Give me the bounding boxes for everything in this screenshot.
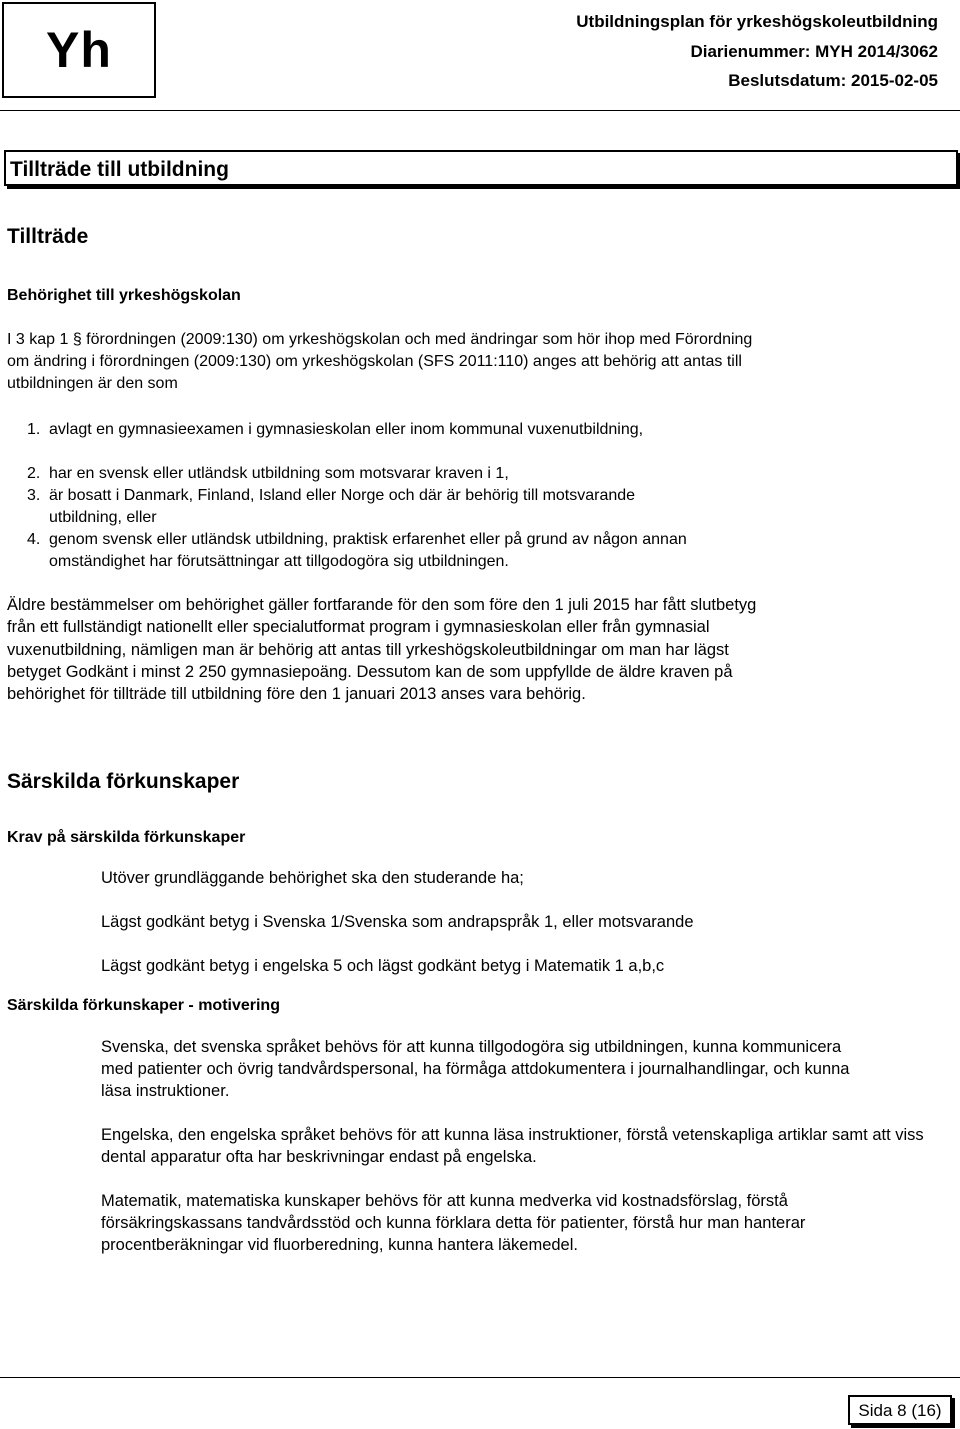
krav-intro: Utöver grundläggande behörighet ska den studerande ha; (101, 869, 524, 887)
page-number: Sida 8 (16) (848, 1395, 952, 1425)
list-item-number: 2. (27, 465, 41, 482)
list-item-text: har en svensk eller utländsk utbildning som motsvarar kraven i 1, (49, 465, 509, 482)
krav-heading: Krav på särskilda förkunskaper (7, 829, 246, 846)
tilltrade-heading: Tillträde (7, 225, 89, 248)
sarskilda-heading: Särskilda förkunskaper (7, 770, 240, 793)
list-item-number: 1. (27, 421, 41, 438)
motivering-matematik: Matematik, matematiska kunskaper behövs för att kunna medverka vid kostnadsförslag, förstå försäkringskassans tandvårdsstöd och kunna förklara detta för patienter, förstå hur man hanterar procentberäkningar vid fluorberedning, kunna hantera läkemedel. (101, 1192, 806, 1254)
list-item (27, 529, 747, 573)
list-item-text: är bosatt i Danmark, Finland, Island eller Norge och där är behörig till motsvarande utbildning, eller (49, 487, 636, 526)
behorighet-subheading: Behörighet till yrkeshögskolan (7, 287, 241, 304)
yh-logo: Yh (2, 2, 156, 98)
list-item (27, 463, 687, 485)
list-item (27, 419, 667, 441)
motivering-svenska: Svenska, det svenska språket behövs för att kunna tillgodogöra sig utbildningen, kunna kommunicera med patienter och övrig tandvårdspersonal, ha förmåga attdokumentera i journalhandlingar, och kunna läsa instruktioner. (101, 1038, 850, 1100)
list-item-text: avlagt en gymnasieexamen i gymnasieskolan eller inom kommunal vuxenutbildning, (49, 421, 644, 438)
list-item (27, 485, 687, 529)
krav-svenska: Lägst godkänt betyg i Svenska 1/Svenska som andrapspråk 1, eller motsvarande (101, 913, 694, 931)
header-divider (0, 110, 960, 111)
beslutsdatum: Beslutsdatum: 2015-02-05 (728, 71, 938, 90)
list-item-text: genom svensk eller utländsk utbildning, praktisk erfarenhet eller på grund av någon annan omständighet har förutsättningar att tillgodogöra sig utbildningen. (49, 531, 687, 570)
list-item-number: 3. (27, 487, 41, 504)
older-rules-paragraph: Äldre bestämmelser om behörighet gäller fortfarande för den som före den 1 juli 2015 har fått slutbetyg från ett fullständigt nationellt eller specialutformat program i gymnasieskolan eller från gymnasial vuxenutbildning, nämligen man är behörig att antas till yrkeshögskoleutbildningar om man har lägst betyget Godkänt i minst 2 250 gymnasiepoäng. Dessutom kan de som uppfyllde de äldre kraven på behörighet för tillträde till utbildning före den 1 januari 2013 anses vara behörig. (7, 596, 757, 704)
motivering-engelska: Engelska, den engelska språket behövs för att kunna läsa instruktioner, förstå vetenskapliga artiklar samt att viss dental apparatur ofta har beskrivningar endast på engelska. (101, 1126, 924, 1166)
section-title: Tillträde till utbildning (4, 150, 958, 186)
diarienummer: Diarienummer: MYH 2014/3062 (690, 42, 938, 61)
document-title: Utbildningsplan för yrkeshögskoleutbildning (576, 12, 938, 31)
krav-engelska-matematik: Lägst godkänt betyg i engelska 5 och lägst godkänt betyg i Matematik 1 a,b,c (101, 957, 665, 975)
footer-divider (0, 1377, 960, 1378)
motivering-heading: Särskilda förkunskaper - motivering (7, 997, 280, 1014)
list-item-number: 4. (27, 531, 41, 548)
behorighet-intro: I 3 kap 1 § förordningen (2009:130) om yrkeshögskolan och med ändringar som hör ihop med Förordning om ändring i förordningen (2009:130) om yrkeshögskolan (SFS 2011:110) anges att behörig att antas till utbildningen är den som (7, 331, 753, 392)
